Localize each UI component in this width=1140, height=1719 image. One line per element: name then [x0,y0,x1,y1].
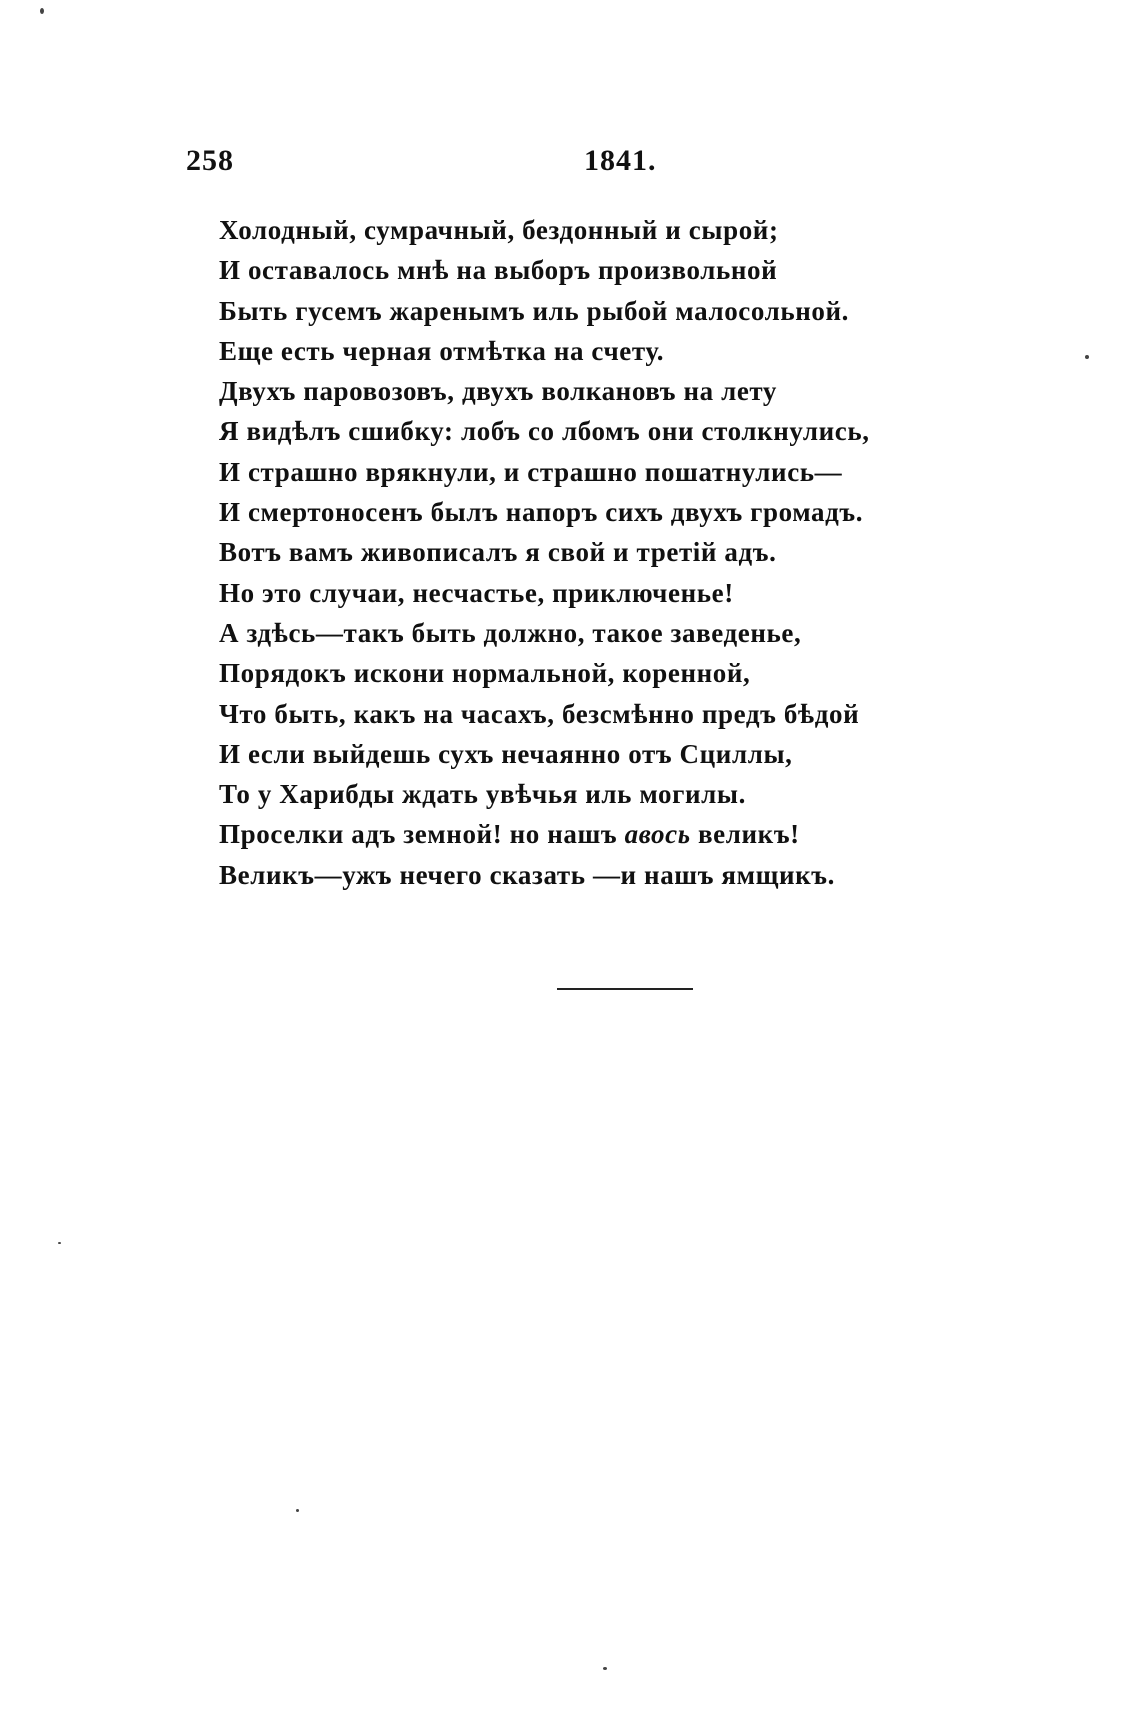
poem-line-text: Вотъ вамъ живописалъ я свой и третій адъ. [219,537,777,568]
poem-line-text: Порядокъ искони нормальной, коренной, [219,658,751,689]
poem-line [219,573,979,613]
poem-line [219,331,979,371]
poem-line [219,250,979,290]
poem-line [219,653,979,693]
page-header [0,144,1140,184]
poem-line-text: Великъ—ужъ нечего сказать —и нашъ ямщикъ. [219,859,835,890]
poem-line-text: Но это случаи, несчастье, приключенье! [219,577,734,608]
poem-line [219,613,979,653]
poem-line-text-tail: великъ! [690,819,800,850]
poem-line [219,774,979,814]
poem-line-text: Что быть, какъ на часахъ, безсмѣнно предъ бѣдой [219,698,860,729]
poem-line [219,452,979,492]
poem-line-text: Двухъ паровозовъ, двухъ волкановъ на лету [219,376,778,407]
poem-line [219,532,979,572]
poem-line-text: И оставалось мнѣ на выборъ произвольной [219,255,778,286]
poem-line-text: И смертоносенъ былъ напоръ сихъ двухъ громадъ. [219,497,864,528]
poem-line-text: Еще есть черная отмѣтка на счету. [219,335,665,366]
poem-line-text: Холодный, сумрачный, бездонный и сырой; [219,215,779,245]
page-number: 258 [186,144,234,177]
poem-line-text: А здѣсь—такъ быть должно, такое заведенье, [219,617,802,648]
running-head-year: 1841. [584,144,657,177]
poem-line [219,210,979,250]
poem-line-text: Я видѣлъ сшибку: лобъ со лбомъ они столкнулись, [219,416,870,447]
poem-line-text: И если выйдешь сухъ нечаянно отъ Сциллы, [219,738,793,769]
poem-line-emphasis: авось [624,819,691,850]
poem-line [219,694,979,734]
scan-speck [40,8,44,14]
poem-line-text: И страшно врякнули, и страшно пошатнулись— [219,456,843,487]
poem-line [219,855,979,895]
poem-line-text: Быть гусемъ жаренымъ иль рыбой малосольной. [219,295,850,326]
poem-line [219,291,979,331]
poem-text [219,210,979,895]
poem-line [219,371,979,411]
poem-line [219,814,979,854]
poem-line-text: То у Харибды ждать увѣчья иль могилы. [219,779,746,810]
section-separator-rule [557,988,693,990]
poem-line [219,492,979,532]
poem-line [219,734,979,774]
poem-line-text: Проселки адъ земной! но нашъ [219,819,625,850]
scan-speck [603,1667,607,1670]
poem-line [219,411,979,451]
scan-speck [58,1242,61,1244]
scan-speck [296,1509,299,1512]
scan-speck [1085,355,1089,359]
